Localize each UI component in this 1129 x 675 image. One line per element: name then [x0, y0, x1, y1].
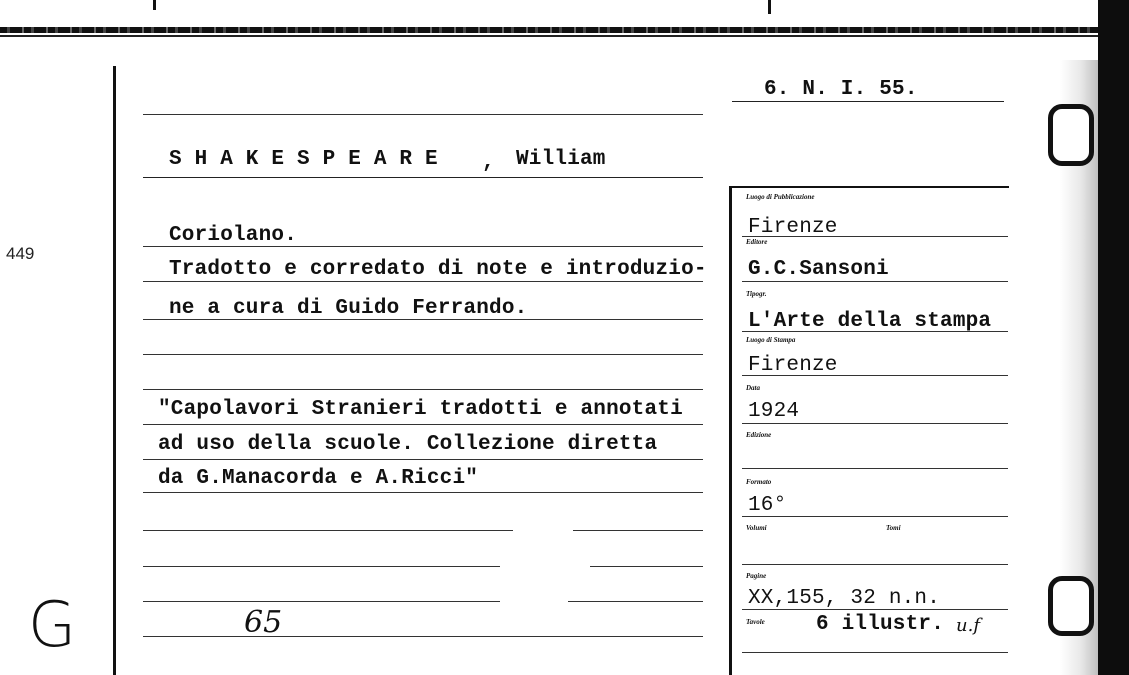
- lower-rule-3b: [568, 601, 703, 602]
- printer-label: Tipogr.: [746, 290, 767, 298]
- handwritten-letter: G: [28, 588, 77, 661]
- lower-rule-2a: [143, 566, 500, 567]
- pages-value: XX,155, 32 n.n.: [748, 587, 941, 610]
- title-rule-3: [143, 319, 703, 320]
- format-rule: [742, 516, 1008, 517]
- place-of-printing-label: Luogo di Stampa: [746, 336, 796, 344]
- series-rule-1: [143, 424, 703, 425]
- binder-ring-bottom: [1048, 576, 1094, 636]
- plates-value: 6 illustr.: [816, 613, 945, 636]
- top-tick-right: [768, 0, 771, 14]
- title-line-3: ne a cura di Guido Ferrando.: [169, 297, 528, 320]
- series-rule-3: [143, 492, 703, 493]
- shelfmark-rule: [732, 101, 1004, 102]
- edition-rule: [742, 468, 1008, 469]
- volumes-label: Volumi: [746, 524, 767, 532]
- publisher-label: Editore: [746, 238, 768, 246]
- pages-label: Pagine: [746, 572, 767, 580]
- left-margin-line: [113, 66, 116, 675]
- binder-ring-top: [1048, 104, 1094, 166]
- lower-rule-4: [143, 636, 703, 637]
- blank-rule-1: [143, 354, 703, 355]
- printer-value: L'Arte della stampa: [748, 310, 992, 333]
- place-of-publication-rule: [742, 236, 1008, 237]
- format-label: Formato: [746, 478, 772, 486]
- blank-rule-2: [143, 389, 703, 390]
- tomes-label: Tomi: [886, 524, 901, 532]
- place-of-printing-value: Firenze: [748, 354, 838, 377]
- edition-label: Edizione: [746, 431, 772, 439]
- title-rule-2: [143, 281, 703, 282]
- author-surname: S H A K E S P E A R E: [169, 148, 438, 171]
- plates-annotation: u.f: [956, 615, 980, 636]
- printer-rule: [742, 331, 1008, 332]
- plates-rule: [742, 652, 1008, 653]
- top-edge-border: [0, 27, 1100, 33]
- top-edge-line: [0, 35, 1100, 37]
- top-tick-left: [153, 0, 156, 10]
- title-line-1: Coriolano.: [169, 224, 298, 247]
- format-value: 16°: [748, 494, 787, 517]
- publication-box-top-border: [729, 186, 1009, 188]
- date-rule: [742, 423, 1008, 424]
- rule-top-left: [143, 114, 703, 115]
- lower-rule-3a: [143, 601, 500, 602]
- series-rule-2: [143, 459, 703, 460]
- shelfmark: 6. N. I. 55.: [764, 78, 918, 101]
- margin-number: 449: [6, 244, 35, 263]
- pages-rule: [742, 609, 1008, 610]
- author-separator: ,: [482, 151, 495, 174]
- author-rule: [143, 177, 703, 178]
- publication-box-left-border: [729, 186, 732, 675]
- lower-rule-2b: [590, 566, 703, 567]
- title-rule-1: [143, 246, 703, 247]
- lower-rule-1b: [573, 530, 703, 531]
- lower-rule-1a: [143, 530, 513, 531]
- place-of-printing-rule: [742, 375, 1008, 376]
- right-edge-strip: [1098, 0, 1129, 675]
- publisher-rule: [742, 281, 1008, 282]
- handwritten-number: 65: [244, 605, 283, 640]
- series-line-3: da G.Manacorda e A.Ricci": [158, 467, 479, 490]
- series-line-2: ad uso della scuole. Collezione diretta: [158, 433, 658, 456]
- title-line-2: Tradotto e corredato di note e introduzio-: [169, 258, 707, 281]
- date-label: Data: [746, 384, 760, 392]
- author-given-name: William: [516, 148, 606, 171]
- publisher-value: G.C.Sansoni: [748, 258, 889, 281]
- series-line-1: "Capolavori Stranieri tradotti e annotati: [158, 398, 683, 421]
- date-value: 1924: [748, 400, 800, 423]
- plates-label: Tavole: [746, 618, 765, 626]
- place-of-publication-value: Firenze: [748, 216, 838, 239]
- volumes-rule: [742, 564, 1008, 565]
- place-of-publication-label: Luogo di Pubblicazione: [746, 193, 815, 201]
